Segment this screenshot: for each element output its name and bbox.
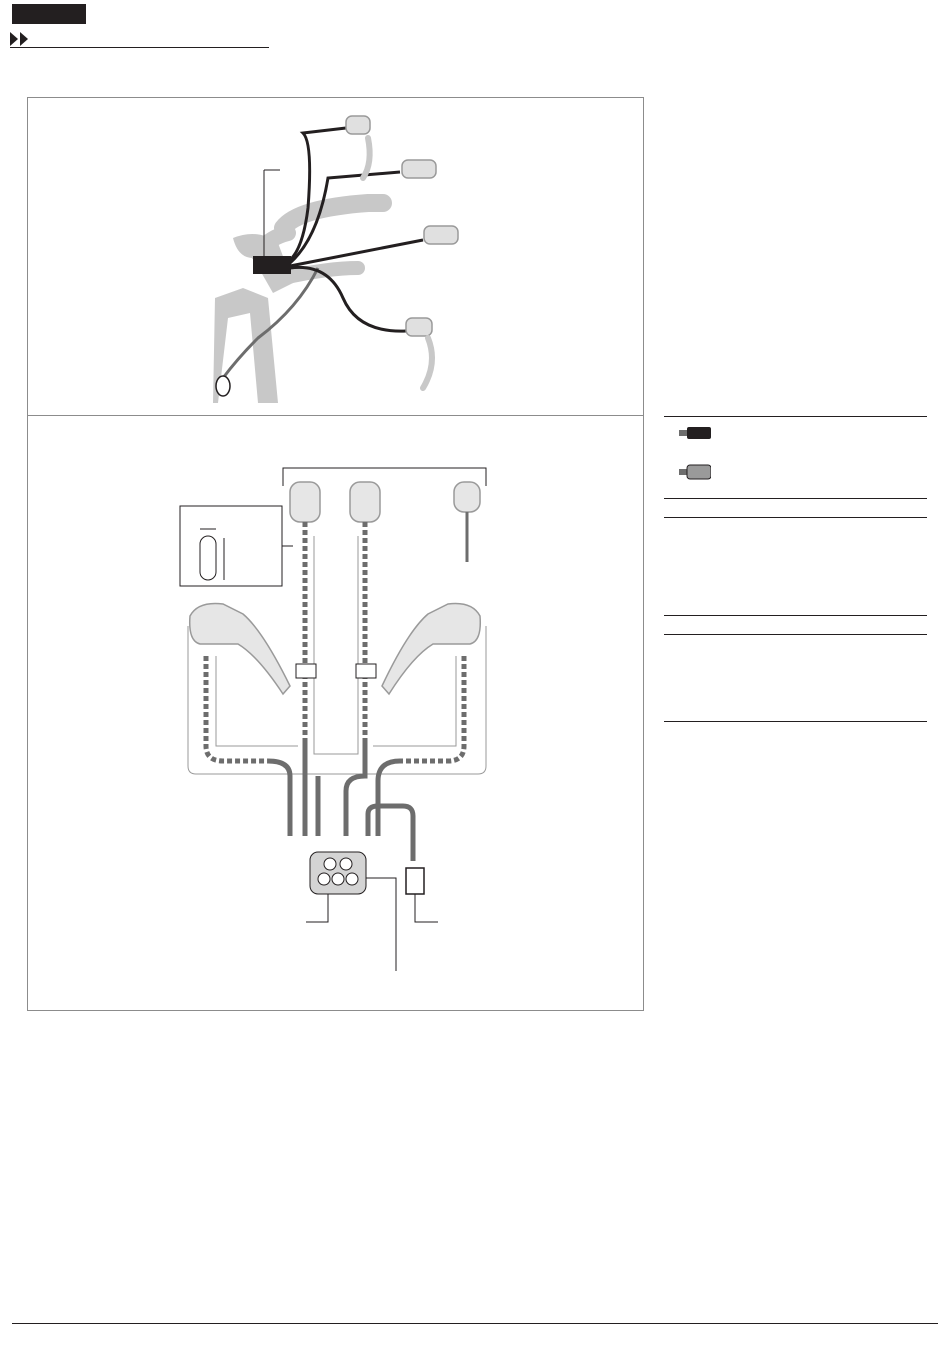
connector-legend-table <box>664 416 927 722</box>
control-module <box>406 868 424 894</box>
switch-top-right <box>402 160 436 178</box>
section-title-underline <box>10 47 269 48</box>
footer-rule <box>12 1323 938 1324</box>
double-play-arrows-icon <box>10 32 32 46</box>
switch-top-left <box>346 116 370 134</box>
legend-rule <box>664 416 927 417</box>
cable-entry-port <box>216 376 230 396</box>
leader-junction-left <box>306 894 328 922</box>
switch-bottom <box>406 318 432 336</box>
section-tag <box>12 4 86 24</box>
legend-rule <box>664 517 927 518</box>
brake-levers <box>190 604 481 695</box>
leader-junction-bottom <box>366 878 396 971</box>
switch-units <box>346 116 458 336</box>
satellite-switch-single <box>454 482 480 512</box>
bottom-figure-panel <box>27 415 644 1011</box>
leader-module <box>415 894 438 922</box>
clip-right <box>356 664 376 678</box>
top-units <box>290 482 480 522</box>
top-figure-panel <box>27 97 644 415</box>
cable-plug-icon <box>679 426 711 440</box>
satellite-switch-right <box>350 482 380 522</box>
lead-cables <box>268 741 413 861</box>
junction-box <box>253 256 291 274</box>
legend-rule <box>664 634 927 635</box>
wiring-schematic-diagram <box>28 416 643 1010</box>
legend-rule <box>664 721 927 722</box>
shift-cables <box>290 128 423 331</box>
cable-clips <box>296 664 376 678</box>
switch-lower-right <box>424 226 458 244</box>
detail-oval-port <box>200 536 216 580</box>
detail-inset-box <box>180 506 282 586</box>
satellite-switch-left <box>290 482 320 522</box>
harness-outline <box>188 626 486 774</box>
clip-left <box>296 664 316 678</box>
handlebar-perspective-illustration <box>28 98 643 416</box>
legend-rule <box>664 615 927 616</box>
cable-plug-with-sleeve-icon <box>679 464 711 480</box>
legend-rule <box>664 498 927 499</box>
